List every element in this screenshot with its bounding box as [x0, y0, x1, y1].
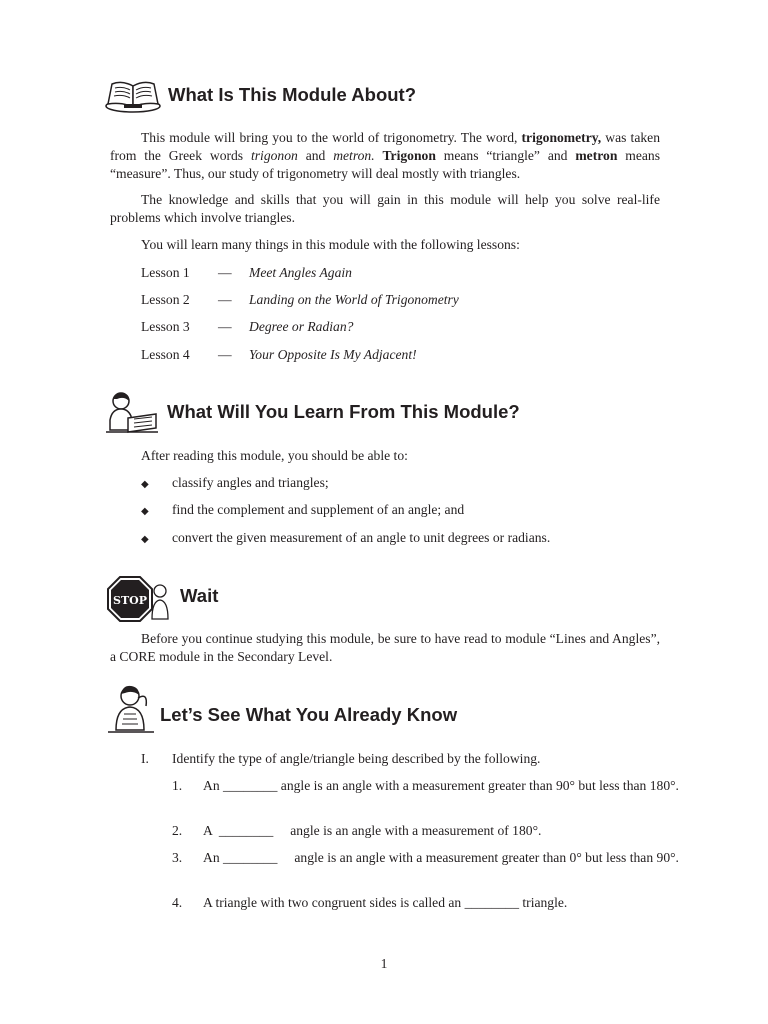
term-trigonon: Trigonon [382, 148, 436, 163]
question-text: A ________ angle is an angle with a measurement of 180°. [203, 823, 542, 838]
lesson-dash: — [218, 265, 232, 280]
thinking-student-icon [106, 684, 156, 736]
lesson-label: Lesson 4 [141, 347, 190, 362]
lesson-dash: — [218, 347, 232, 362]
part-number: I. [141, 751, 149, 766]
lesson-title: Your Opposite Is My Adjacent! [249, 347, 417, 362]
term-metron: metron [575, 148, 618, 163]
p1-text-k: means “measure”. Thus, our study of trigonometry will deal mostly with triangles. [110, 148, 660, 181]
lesson-label: Lesson 1 [141, 265, 190, 280]
lesson-dash: — [218, 292, 232, 307]
about-paragraph-1 [110, 129, 660, 183]
stop-sign-icon [106, 575, 172, 625]
word-metron: metron. [333, 148, 375, 163]
learn-intro: After reading this module, you should be able to: [141, 448, 408, 463]
p1-text-e: and [297, 148, 334, 163]
lesson-label: Lesson 3 [141, 319, 190, 334]
stop-sign-text: STOP [113, 594, 147, 607]
section-title-know: Let’s See What You Already Know [160, 704, 458, 725]
objective-item: convert the given measurement of an angle to unit degrees or radians. [172, 530, 551, 545]
term-trigonometry: trigonometry, [521, 130, 602, 145]
lesson-title: Degree or Radian? [249, 319, 354, 334]
word-trigonon: trigonon [250, 148, 298, 163]
lesson-title: Landing on the World of Trigonometry [249, 292, 459, 307]
reading-student-icon [104, 390, 160, 436]
section-title-wait: Wait [180, 585, 219, 606]
question-text: An ________ angle is an angle with a measurement greater than 90° but less than 180°. [203, 778, 679, 793]
lesson-title: Meet Angles Again [249, 265, 352, 280]
p1-text-a: This module will bring you to the world of trigonometry. The word, [141, 130, 522, 145]
about-paragraph-2: The knowledge and skills that you will gain in this module will help you solve real-life problems which involve triangles. [110, 192, 660, 225]
question-number: 2. [172, 823, 183, 838]
question-number: 4. [172, 895, 183, 910]
objective-item: find the complement and supplement of an angle; and [172, 502, 465, 517]
question-number: 3. [172, 850, 183, 865]
open-book-icon [104, 76, 162, 114]
lesson-dash: — [218, 319, 232, 334]
about-paragraph-3: You will learn many things in this module with the following lessons: [141, 237, 520, 252]
question-number: 1. [172, 778, 183, 793]
p1-text-g [375, 148, 383, 163]
objective-item: classify angles and triangles; [172, 475, 329, 490]
question-text: An ________ angle is an angle with a measurement greater than 0° but less than 90°. [203, 850, 679, 865]
p1-text-i: means “triangle” and [435, 148, 576, 163]
question-text: A triangle with two congruent sides is called an ________ triangle. [203, 895, 568, 910]
bullet-diamond-icon: ◆ [141, 534, 149, 545]
wait-text: Before you continue studying this module, be sure to have read to module “Lines and Angles”, a CORE module in the Secondary Level. [110, 631, 660, 664]
section-title-learn: What Will You Learn From This Module? [167, 401, 520, 422]
section-title-about: What Is This Module About? [168, 84, 417, 105]
p1-text-c: was taken from the Greek words [110, 130, 660, 163]
lesson-label: Lesson 2 [141, 292, 190, 307]
bullet-diamond-icon: ◆ [141, 506, 149, 517]
bullet-diamond-icon: ◆ [141, 479, 149, 490]
part-instructions: Identify the type of angle/triangle being described by the following. [172, 751, 541, 766]
page-number: 1 [380, 956, 388, 971]
